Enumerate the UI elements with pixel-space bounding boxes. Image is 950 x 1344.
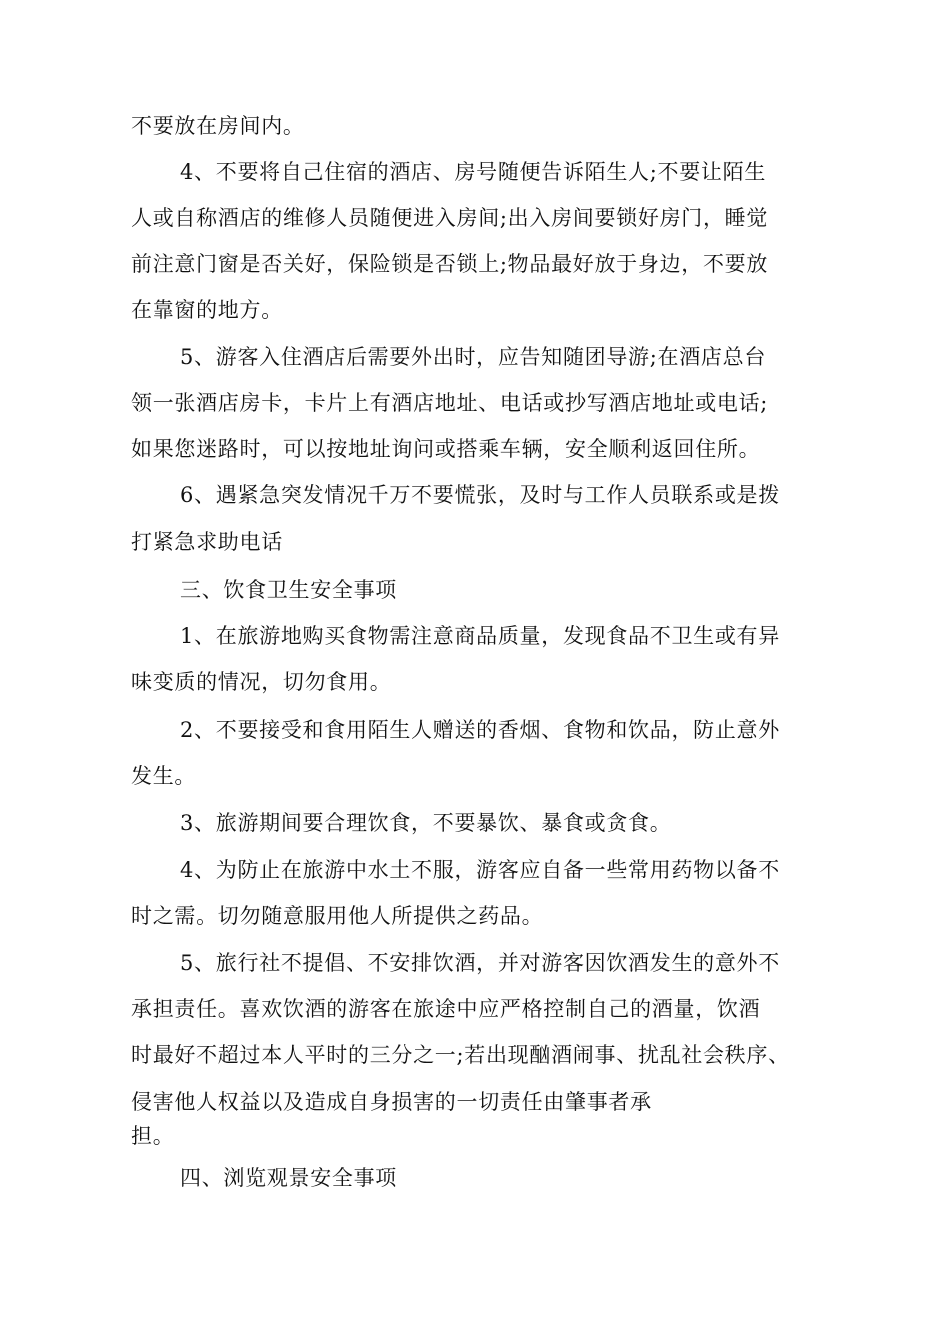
text-line: 承担责任。喜欢饮酒的游客在旅途中应严格控制自己的酒量，饮酒 (131, 997, 761, 1021)
text-line: 时之需。切勿随意服用他人所提供之药品。 (131, 904, 544, 928)
text-line: 发生。 (131, 764, 197, 788)
text-line: 4、不要将自己住宿的酒店、房号随便告诉陌生人;不要让陌生 (180, 160, 767, 184)
text-line: 3、旅游期间要合理饮食，不要暴饮、暴食或贪食。 (180, 811, 672, 835)
text-line: 4、为防止在旅游中水土不服，游客应自备一些常用药物以备不 (180, 858, 780, 882)
text-line: 5、游客入住酒店后需要外出时，应告知随团导游;在酒店总台 (180, 345, 767, 369)
text-line: 2、不要接受和食用陌生人赠送的香烟、食物和饮品，防止意外 (180, 718, 780, 742)
text-line: 人或自称酒店的维修人员随便进入房间;出入房间要锁好房门，睡觉 (131, 206, 769, 230)
text-line: 1、在旅游地购买食物需注意商品质量，发现食品不卫生或有异 (180, 624, 780, 648)
text-line: 打紧急求助电话 (131, 530, 283, 554)
text-line: 味变质的情况，切勿食用。 (131, 670, 392, 694)
text-line: 时最好不超过本人平时的三分之一;若出现酗酒闹事、扰乱社会秩序、 (131, 1043, 790, 1067)
text-line: 6、遇紧急突发情况千万不要慌张，及时与工作人员联系或是拨 (180, 483, 780, 507)
text-line: 领一张酒店房卡，卡片上有酒店地址、电话或抄写酒店地址或电话; (131, 391, 769, 415)
section-heading: 三、饮食卫生安全事项 (180, 578, 397, 602)
text-line: 5、旅行社不提倡、不安排饮酒，并对游客因饮酒发生的意外不 (180, 951, 780, 975)
text-line: 如果您迷路时，可以按地址询问或搭乘车辆，安全顺利返回住所。 (131, 437, 761, 461)
section-heading: 四、浏览观景安全事项 (180, 1166, 397, 1190)
text-line: 侵害他人权益以及造成自身损害的一切责任由肇事者承 (131, 1090, 652, 1114)
text-line: 前注意门窗是否关好，保险锁是否锁上;物品最好放于身边，不要放 (131, 252, 769, 276)
text-line: 不要放在房间内。 (131, 114, 305, 138)
text-line: 在靠窗的地方。 (131, 298, 283, 322)
text-line: 担。 (131, 1124, 175, 1148)
